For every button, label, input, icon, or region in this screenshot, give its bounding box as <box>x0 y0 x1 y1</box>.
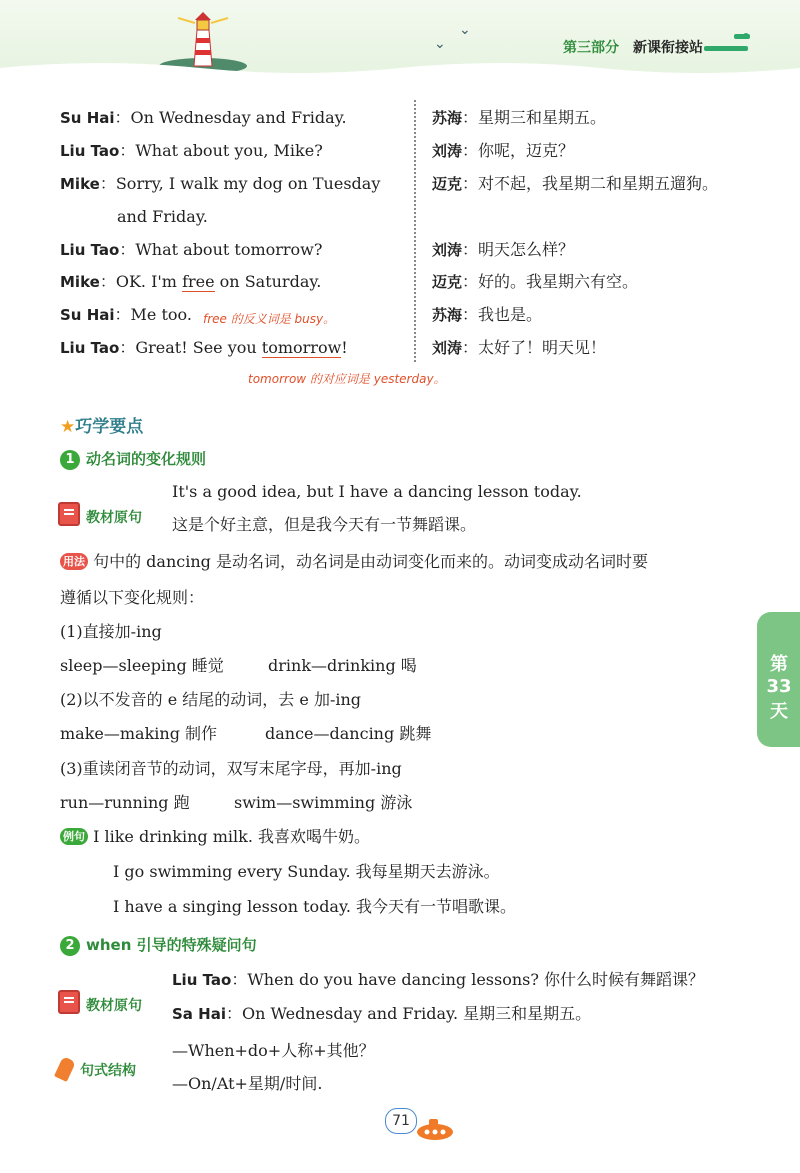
speaker-name: Liu Tao <box>60 339 120 357</box>
speaker-name: Su Hai <box>60 109 115 127</box>
section-title-text: 巧学要点 <box>75 417 144 437</box>
example-line: Sa Hai：On Wednesday and Friday. 星期三和星期五。 <box>172 1004 592 1023</box>
dialogue-line: Mike：Sorry, I walk my dog on Tuesday <box>60 174 381 193</box>
example-sentence <box>60 827 370 847</box>
annotation-note: tomorrow 的对应词是 yesterday。 <box>248 372 446 386</box>
speaker-name: Mike <box>60 273 100 291</box>
bird-icon: ⌄ <box>459 22 471 38</box>
speaker-name: Liu Tao <box>60 142 120 160</box>
dialogue-line: Mike：OK. I'm free on Saturday. <box>60 272 322 291</box>
translation-text: 我也是。 <box>478 305 543 324</box>
speaker-name: Sa Hai <box>172 1005 226 1023</box>
structure-line: —When+do+人称+其他？ <box>172 1041 375 1060</box>
dialogue-divider <box>414 100 416 362</box>
pencil-icon <box>54 1056 76 1082</box>
topic-title: when 引导的特殊疑问句 <box>86 936 257 954</box>
translation-text: 好的。我星期六有空。 <box>478 272 639 291</box>
structure-tag <box>58 1058 136 1080</box>
example-tag: 例句 <box>60 828 88 845</box>
page-number: 71 <box>385 1108 417 1134</box>
example-chinese: 这是个好主意，但是我今天有一节舞蹈课。 <box>172 515 477 534</box>
section-label: 第三部分 <box>563 40 619 56</box>
translation-text: 星期三和星期五。 <box>478 108 607 127</box>
translation-text: 明天怎么样？ <box>478 240 575 259</box>
example-english: It's a good idea, but I have a dancing lesson today. <box>172 482 582 501</box>
translation-line: 迈克：对不起，我星期二和星期五遛狗。 <box>432 174 719 193</box>
speaker-name: 刘涛 <box>432 339 463 357</box>
textbook-sentence-tag <box>58 502 142 527</box>
usage-paragraph <box>60 552 648 572</box>
dialogue-text: Sorry, I walk my dog on Tuesday <box>115 174 381 193</box>
speaker-name: 刘涛 <box>432 142 463 160</box>
rule-example: make—making 制作 <box>60 724 218 743</box>
translation-text: 对不起，我星期二和星期五遛狗。 <box>478 174 719 193</box>
translation-line: 刘涛：太好了！明天见！ <box>432 338 607 357</box>
header-subtitle: 新课衔接站 <box>633 40 703 56</box>
dialogue-text: ! <box>341 338 348 357</box>
usage-text: 句中的 dancing 是动名词，动名词是由动词变化而来的。动词变成动名词时要 <box>93 552 648 571</box>
page-header <box>0 0 800 80</box>
example-sentence: I go swimming every Sunday. 我每星期天去游泳。 <box>113 862 500 881</box>
example-text: When do you have dancing lessons? 你什么时候有舞蹈课？ <box>247 970 705 989</box>
tag-label: 教材原句 <box>86 510 142 526</box>
speaker-name: Mike <box>60 175 100 193</box>
dialogue-text: On Wednesday and Friday. <box>130 108 347 127</box>
speaker-name: 刘涛 <box>432 241 463 259</box>
speaker-name: 迈克 <box>432 175 463 193</box>
highlighted-word: free <box>182 272 215 291</box>
usage-tag: 用法 <box>60 553 88 570</box>
bird-icon: ⌄ <box>434 36 446 52</box>
rule-example: drink—drinking 喝 <box>268 656 417 675</box>
dialogue-text: What about you, Mike? <box>135 141 323 160</box>
star-icon: ★ <box>60 417 76 437</box>
highlighted-word: tomorrow <box>261 338 342 357</box>
tag-label: 教材原句 <box>86 998 142 1014</box>
day-side-tab <box>757 612 800 747</box>
dialogue-text: on Saturday. <box>214 272 322 291</box>
side-tab-text: 天 <box>770 701 788 722</box>
rule-heading: (3)重读闭音节的动词，双写末尾字母，再加-ing <box>60 759 402 778</box>
translation-text: 你呢，迈克？ <box>478 141 575 160</box>
dialogue-text: OK. I'm <box>115 272 183 291</box>
example-text: On Wednesday and Friday. 星期三和星期五。 <box>241 1004 592 1023</box>
textbook-sentence-tag <box>58 990 142 1015</box>
dialogue-line-continued: and Friday. <box>117 207 208 226</box>
dialogue-text: Great! See you <box>135 338 262 357</box>
rule-example: swim—swimming 游泳 <box>234 793 413 812</box>
side-tab-text: 第 <box>770 654 788 675</box>
topic-title: 动名词的变化规则 <box>86 450 207 468</box>
rule-example: sleep—sleeping 睡觉 <box>60 656 224 675</box>
translation-line: 迈克：好的。我星期六有空。 <box>432 272 639 291</box>
speaker-name: Su Hai <box>60 306 115 324</box>
speaker-name: 苏海 <box>432 109 463 127</box>
dialogue-text: Me too. <box>130 305 192 324</box>
dialogue-line: Liu Tao：What about tomorrow? <box>60 240 323 259</box>
book-icon <box>58 990 80 1014</box>
book-icon <box>58 502 80 526</box>
number-badge: 2 <box>60 936 80 956</box>
dialogue-line: Liu Tao：What about you, Mike? <box>60 141 323 160</box>
usage-text: 遵循以下变化规则： <box>60 588 205 607</box>
submarine-icon <box>413 1115 457 1141</box>
speaker-name: 苏海 <box>432 306 463 324</box>
example-text: I like drinking milk. 我喜欢喝牛奶。 <box>93 827 371 846</box>
translation-line: 刘涛：明天怎么样？ <box>432 240 575 259</box>
header-decoration <box>700 28 760 58</box>
header-wave <box>0 58 800 82</box>
dialogue-text: What about tomorrow? <box>135 240 323 259</box>
translation-line: 苏海：我也是。 <box>432 305 543 324</box>
rule-heading: (1)直接加-ing <box>60 622 162 641</box>
topic-heading <box>60 448 206 470</box>
example-sentence: I have a singing lesson today. 我今天有一节唱歌课。 <box>113 897 517 916</box>
translation-line: 苏海：星期三和星期五。 <box>432 108 607 127</box>
structure-line: —On/At+星期/时间. <box>172 1074 323 1093</box>
speaker-name: Liu Tao <box>60 241 120 259</box>
speaker-name: 迈克 <box>432 273 463 291</box>
rule-example: dance—dancing 跳舞 <box>265 724 432 743</box>
section-title <box>60 412 143 437</box>
side-tab-text: 33 <box>766 676 792 697</box>
dialogue-line: Liu Tao：Great! See you tomorrow! <box>60 338 348 357</box>
dialogue-line: Su Hai：On Wednesday and Friday. <box>60 108 347 127</box>
dialogue-line: Su Hai：Me too. <box>60 305 192 324</box>
rule-heading: (2)以不发音的 e 结尾的动词，去 e 加-ing <box>60 690 362 709</box>
example-line: Liu Tao：When do you have dancing lessons? 你什么时候有舞蹈课？ <box>172 970 705 989</box>
topic-heading <box>60 934 257 956</box>
number-badge: 1 <box>60 450 80 470</box>
tag-label: 句式结构 <box>80 1063 136 1079</box>
annotation-note: free 的反义词是 busy。 <box>203 312 336 326</box>
rule-example: run—running 跑 <box>60 793 190 812</box>
speaker-name: Liu Tao <box>172 971 232 989</box>
translation-text: 太好了！明天见！ <box>478 338 607 357</box>
translation-line: 刘涛：你呢，迈克？ <box>432 141 575 160</box>
